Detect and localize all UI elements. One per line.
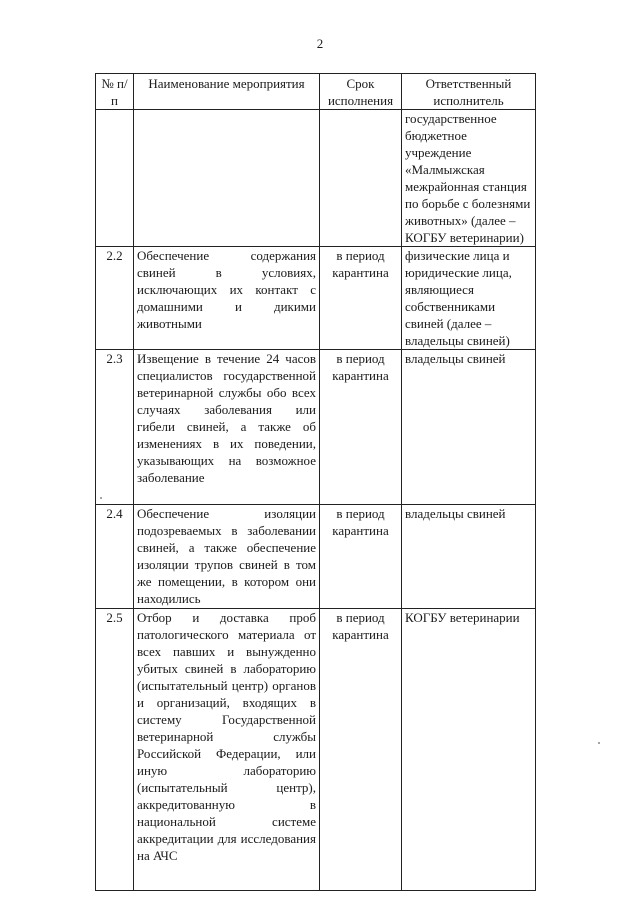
page-number: 2 <box>316 36 324 51</box>
row-number: 2.5 <box>96 609 134 891</box>
row-measure: Обеспечение изоляции подозреваемых в заболевании свиней, а также обеспечение изоляции трупов свиней в том же помещении, в котором они находились <box>134 505 320 609</box>
table-row <box>96 609 536 891</box>
row-responsible: владельцы свиней <box>402 505 536 609</box>
row-responsible: государственное бюджетное учреждение «Малмыжская межрайонная станция по борьбе с болезнями животных» (далее – КОГБУ ветеринарии) <box>402 110 536 247</box>
row-number: 2.4 <box>96 505 134 609</box>
row-term <box>320 110 402 247</box>
header-responsible: Ответственный исполнитель <box>402 74 536 110</box>
row-measure: Извещение в течение 24 часов специалистов государственной ветеринарной службы обо всех случаях заболевания или гибели свиней, а также об изменениях в их поведении, указывающих на возможное заболевание <box>134 350 320 505</box>
scan-speck <box>598 742 600 744</box>
header-term: Срок исполнения <box>320 74 402 110</box>
scan-speck <box>100 497 102 499</box>
row-term: в период карантина <box>320 247 402 350</box>
header-number: № п/п <box>96 74 134 110</box>
header-name: Наименование мероприятия <box>134 74 320 110</box>
table-row <box>96 247 536 350</box>
row-responsible: физические лица и юридические лица, являющиеся собственниками свиней (далее – владельцы свиней) <box>402 247 536 350</box>
row-term: в период карантина <box>320 350 402 505</box>
table-header-row <box>96 74 536 110</box>
row-number: 2.3 <box>96 350 134 505</box>
row-responsible: КОГБУ ветеринарии <box>402 609 536 891</box>
row-number <box>96 110 134 247</box>
row-number: 2.2 <box>96 247 134 350</box>
table-row <box>96 505 536 609</box>
row-term: в период карантина <box>320 609 402 891</box>
table-row <box>96 350 536 505</box>
row-responsible: владельцы свиней <box>402 350 536 505</box>
row-term: в период карантина <box>320 505 402 609</box>
row-measure: Отбор и доставка проб патологического материала от всех павших и вынужденно убитых свиней в лабораторию (испытательный центр) органов и организаций, входящих в систему Государственной ветеринарной службы Российской Федерации, или иную лабораторию (испытательный центр), аккредитованную в национальной системе аккредитации для исследования на АЧС <box>134 609 320 891</box>
row-measure: Обеспечение содержания свиней в условиях, исключающих их контакт с домашними и дикими животными <box>134 247 320 350</box>
row-measure <box>134 110 320 247</box>
table-row <box>96 110 536 247</box>
measures-table <box>95 73 536 891</box>
